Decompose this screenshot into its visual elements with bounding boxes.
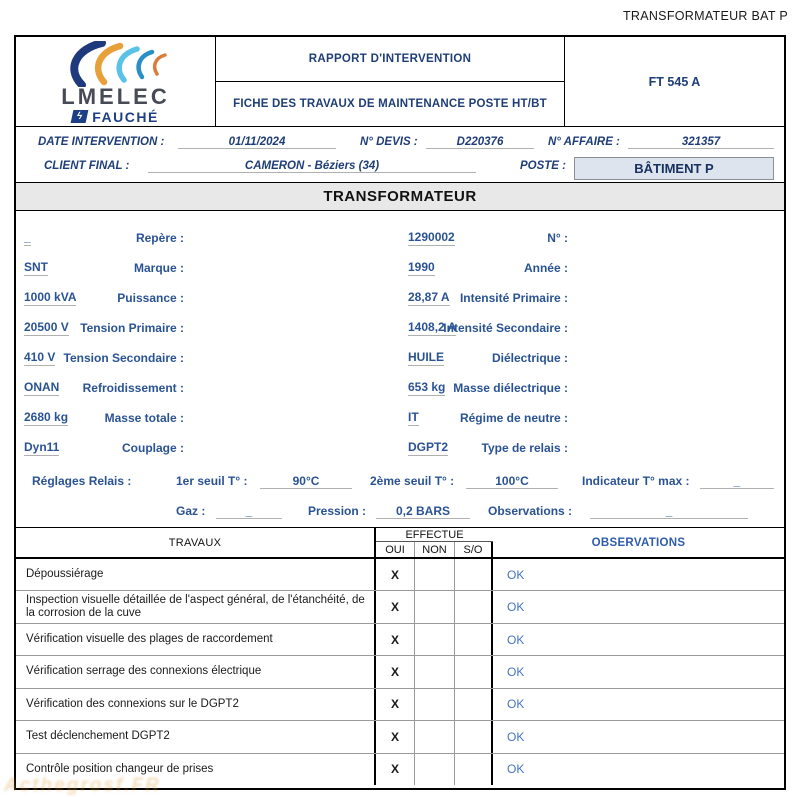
oui-checkbox[interactable]: X [376,591,415,622]
oui-checkbox[interactable]: X [376,559,415,590]
field-value[interactable]: 1000 kVA [24,290,77,304]
field-label: Année : [523,261,568,275]
field-value[interactable]: 1290002 [408,230,455,244]
non-checkbox[interactable] [415,624,455,655]
watermark: Acthegrosf.FR [4,775,161,796]
table-row [16,721,784,753]
column-header-non: NON [415,542,455,557]
seuil1-field[interactable]: 90°C [260,474,352,489]
client-label: CLIENT FINAL : [44,160,130,172]
oui-checkbox[interactable]: X [376,624,415,655]
field-label: Masse totale : [104,411,184,425]
field-value[interactable]: 1408,2 A [408,320,457,334]
task-label: Dépoussiérage [16,559,376,590]
observation-value: OK [507,567,525,582]
report-subtitle: FICHE DES TRAVAUX DE MAINTENANCE POSTE HT/BT [233,98,547,110]
indicateur-tmax-field[interactable]: _ [700,474,774,489]
gaz-field[interactable]: _ [216,504,282,519]
observation-value: OK [507,762,525,777]
field-label: Tension Primaire : [80,321,184,335]
observation-value: OK [507,729,525,744]
field-row [16,283,400,313]
table-row [16,624,784,656]
column-header-so: S/O [455,542,493,557]
so-checkbox[interactable] [455,624,493,655]
fields-right-column [400,223,782,463]
observation-value: OK [507,632,525,647]
works-table [16,528,784,785]
field-label: Diélectrique : [491,351,568,365]
header-titles [216,37,564,126]
field-label: Couplage : [122,441,184,455]
poste-field[interactable]: BÂTIMENT P [574,157,774,180]
column-header-travaux: TRAVAUX [16,528,376,557]
table-row [16,591,784,623]
non-checkbox[interactable] [415,559,455,590]
section-title: TRANSFORMATEUR [16,183,784,211]
field-row [400,343,782,373]
field-row [16,403,400,433]
task-label: Vérification serrage des connexions électrique [16,656,376,687]
field-row [16,223,400,253]
field-row [16,373,400,403]
brand-name: LMELEC [61,83,170,109]
table-row [16,656,784,688]
so-checkbox[interactable] [455,721,493,752]
field-value[interactable]: SNT [24,260,48,274]
pression-field[interactable]: 0,2 BARS [376,504,470,519]
pression-label: Pression : [308,504,367,518]
non-checkbox[interactable] [415,754,455,785]
observation-value: OK [507,664,525,679]
sub-brand [72,109,159,125]
seuil1-label: 1er seuil T° : [176,474,248,488]
so-checkbox[interactable] [455,559,493,590]
field-row [16,433,400,463]
gaz-label: Gaz : [176,504,206,518]
field-value[interactable]: 20500 V [24,320,69,334]
so-checkbox[interactable] [455,689,493,720]
field-row [400,373,782,403]
field-row [16,343,400,373]
task-label: Inspection visuelle détaillée de l'aspect général, de l'étanchéité, de la corrosion de la cuve [16,591,376,622]
observations-label: Observations : [488,504,573,518]
non-checkbox[interactable] [415,591,455,622]
field-value[interactable]: 410 V [24,350,56,364]
date-label: DATE INTERVENTION : [38,136,165,148]
devis-field[interactable]: D220376 [426,136,534,149]
field-value[interactable]: ONAN [24,380,60,394]
field-value[interactable]: 28,87 A [408,290,450,304]
non-checkbox[interactable] [415,721,455,752]
field-label: Tension Secondaire : [63,351,184,365]
field-label: Repère : [135,231,184,245]
field-value[interactable]: _ [24,230,31,244]
non-checkbox[interactable] [415,689,455,720]
document-header [16,37,784,127]
field-row [400,223,782,253]
task-label: Contrôle position changeur de prises [16,754,376,785]
oui-checkbox[interactable]: X [376,656,415,687]
seuil2-field[interactable]: 100°C [466,474,558,489]
field-value[interactable]: DGPT2 [408,440,449,454]
column-header-observations: OBSERVATIONS [591,536,686,549]
indicateur-tmax-label: Indicateur T° max : [582,474,690,488]
table-row [16,754,784,785]
field-label: Intensité Primaire : [459,291,568,305]
document-reference: FT 545 A [564,37,784,126]
oui-checkbox[interactable]: X [376,689,415,720]
field-label: Masse diélectrique : [453,381,568,395]
fields-left-column [16,223,400,463]
field-value[interactable]: 1990 [408,260,435,274]
observations-field[interactable]: _ [590,504,748,519]
date-field[interactable]: 01/11/2024 [178,136,336,149]
field-value[interactable]: 653 kg [408,380,446,394]
table-row [16,559,784,591]
transformer-fields [16,211,784,528]
affaire-field[interactable]: 321357 [628,136,774,149]
seuil2-label: 2ème seuil T° : [370,474,455,488]
field-label: N° : [547,231,568,245]
observation-value: OK [507,697,525,712]
works-table-body [16,559,784,785]
page-title: TRANSFORMATEUR BAT P [622,9,788,23]
sub-brand-name: FAUCHÉ [92,108,159,125]
so-checkbox[interactable] [455,591,493,622]
column-header-oui: OUI [376,542,415,557]
task-label: Vérification visuelle des plages de raccordement [16,624,376,655]
field-label: Marque : [133,261,184,275]
so-checkbox[interactable] [455,656,493,687]
affaire-label: N° AFFAIRE : [548,136,620,148]
task-label: Test déclenchement DGPT2 [16,721,376,752]
field-row [16,253,400,283]
report-title: RAPPORT D'INTERVENTION [216,37,564,82]
document-frame [14,35,786,790]
task-label: Vérification des connexions sur le DGPT2 [16,689,376,720]
field-row [400,403,782,433]
field-row [400,433,782,463]
non-checkbox[interactable] [415,656,455,687]
field-label: Type de relais : [481,441,568,455]
poste-label: POSTE : [520,160,567,172]
field-label: Intensité Secondaire : [443,321,568,335]
column-header-effectue: EFFECTUE [376,528,493,542]
field-row [400,253,782,283]
devis-label: N° DEVIS : [360,136,418,148]
field-value[interactable]: IT [408,410,419,424]
field-label: Puissance : [117,291,184,305]
logo-swoosh-icon [52,41,180,87]
lightning-bolt-icon: ϟ [71,110,89,123]
field-label: Refroidissement : [82,381,184,395]
so-checkbox[interactable] [455,754,493,785]
company-logo [16,37,216,126]
field-row [400,283,782,313]
intervention-info [16,127,784,183]
relay-settings-label: Réglages Relais : [32,474,132,488]
field-label: Régime de neutre : [459,411,568,425]
field-row [400,313,782,343]
field-row [16,313,400,343]
oui-checkbox[interactable]: X [376,721,415,752]
table-row [16,689,784,721]
field-value[interactable]: HUILE [408,350,444,364]
field-value[interactable]: Dyn11 [24,440,60,454]
works-table-header [16,528,784,559]
field-value[interactable]: 2680 kg [24,410,69,424]
oui-checkbox[interactable]: X [376,754,415,785]
client-field[interactable]: CAMERON - Béziers (34) [148,160,476,173]
observation-value: OK [507,600,525,615]
